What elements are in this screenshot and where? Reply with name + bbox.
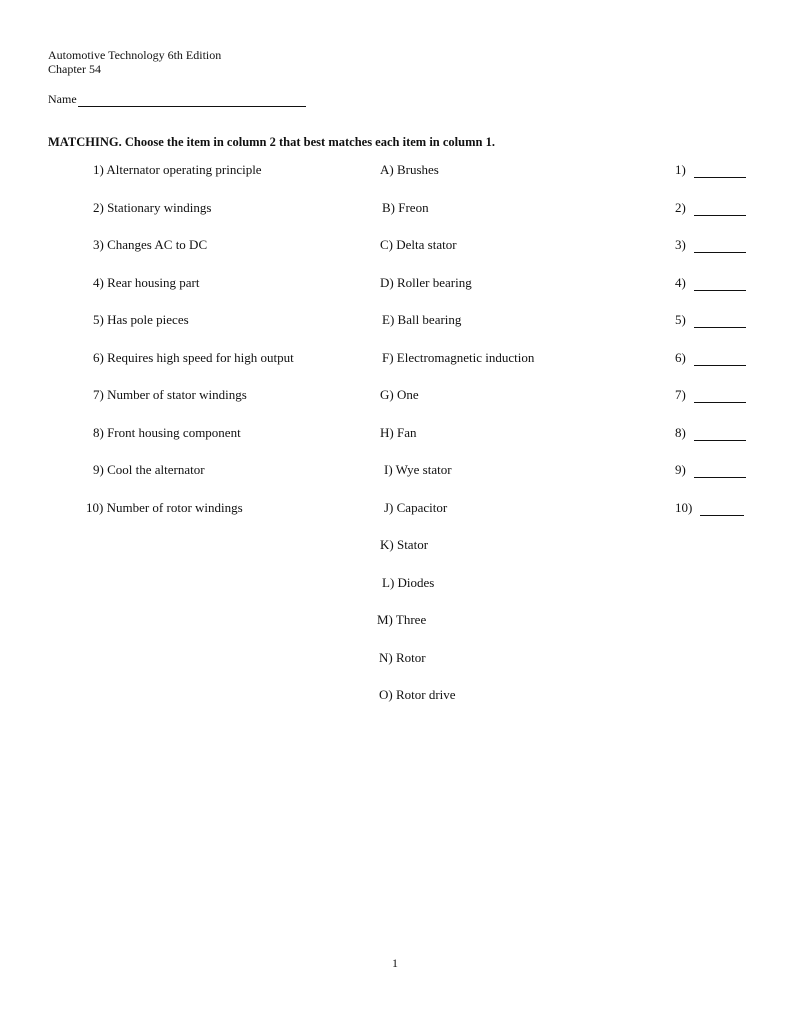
matching-instructions: MATCHING. Choose the item in column 2 that best matches each item in column 1.	[48, 135, 495, 149]
answer-row	[675, 500, 744, 516]
answer-number: 1)	[675, 162, 686, 177]
col1-item: 10) Number of rotor windings	[86, 500, 243, 515]
answer-row	[675, 387, 746, 403]
answer-row	[675, 162, 746, 178]
col1-item: 2) Stationary windings	[93, 200, 212, 215]
answer-number: 6)	[675, 350, 686, 365]
col1-item: 5) Has pole pieces	[93, 312, 189, 327]
answer-number: 10)	[675, 500, 693, 515]
col1-item: 9) Cool the alternator	[93, 462, 205, 477]
col1-item: 6) Requires high speed for high output	[93, 350, 294, 365]
answer-blank[interactable]	[700, 503, 744, 516]
answer-number: 9)	[675, 462, 686, 477]
answer-blank[interactable]	[694, 353, 746, 366]
answer-row	[675, 462, 746, 478]
answer-number: 7)	[675, 387, 686, 402]
name-label: Name	[48, 92, 77, 106]
col1-item: 8) Front housing component	[93, 425, 241, 440]
answer-row	[675, 200, 746, 216]
answer-blank[interactable]	[694, 428, 746, 441]
answer-blank[interactable]	[694, 278, 746, 291]
page-number: 1	[392, 956, 398, 970]
answer-number: 5)	[675, 312, 686, 327]
col1-item: 4) Rear housing part	[93, 275, 200, 290]
col1-item: 7) Number of stator windings	[93, 387, 247, 402]
name-field-row	[48, 92, 306, 107]
col1-item: 3) Changes AC to DC	[93, 237, 208, 252]
col2-item: G) One	[380, 387, 419, 402]
col2-item: H) Fan	[380, 425, 417, 440]
book-title: Automotive Technology 6th Edition	[48, 48, 222, 62]
col2-item: C) Delta stator	[380, 237, 457, 252]
answer-number: 8)	[675, 425, 686, 440]
answer-blank[interactable]	[694, 465, 746, 478]
col2-item: K) Stator	[380, 537, 429, 552]
chapter-label: Chapter 54	[48, 62, 101, 76]
col2-item: N) Rotor	[379, 650, 426, 665]
answer-row	[675, 275, 746, 291]
col2-item: J) Capacitor	[384, 500, 448, 515]
answer-number: 2)	[675, 200, 686, 215]
answer-blank[interactable]	[694, 390, 746, 403]
answer-row	[675, 237, 746, 253]
answer-number: 4)	[675, 275, 686, 290]
col2-item: D) Roller bearing	[380, 275, 472, 290]
answer-blank[interactable]	[694, 165, 746, 178]
answer-row	[675, 312, 746, 328]
col1-item: 1) Alternator operating principle	[93, 162, 262, 177]
col2-item: M) Three	[377, 612, 427, 627]
col2-item: A) Brushes	[380, 162, 439, 177]
answer-blank[interactable]	[694, 240, 746, 253]
col2-item: E) Ball bearing	[382, 312, 462, 327]
name-blank-line[interactable]	[78, 94, 306, 107]
col2-item: F) Electromagnetic induction	[382, 350, 535, 365]
answer-blank[interactable]	[694, 315, 746, 328]
col2-item: O) Rotor drive	[379, 687, 456, 702]
col2-item: B) Freon	[382, 200, 429, 215]
col2-item: I) Wye stator	[384, 462, 452, 477]
answer-row	[675, 425, 746, 441]
answer-number: 3)	[675, 237, 686, 252]
answer-row	[675, 350, 746, 366]
col2-item: L) Diodes	[382, 575, 435, 590]
answer-blank[interactable]	[694, 203, 746, 216]
